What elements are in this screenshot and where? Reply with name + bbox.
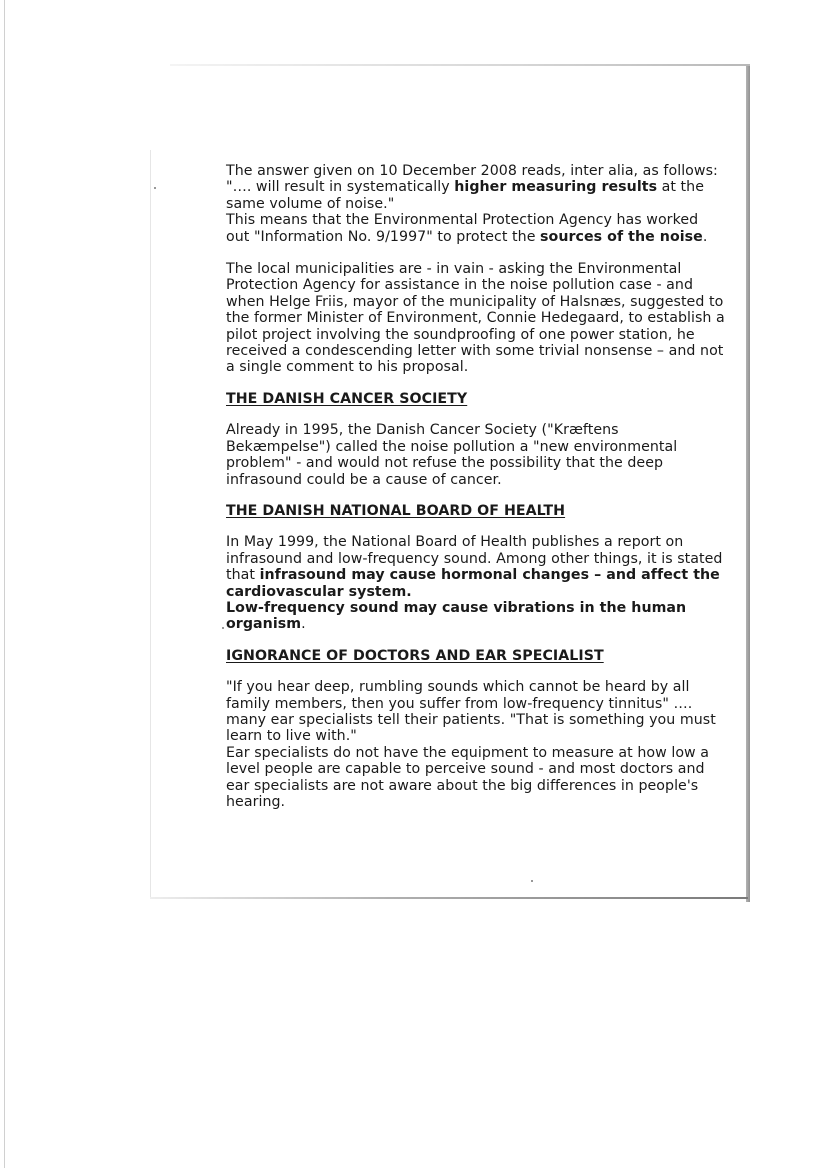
paragraph-cancer-society: Already in 1995, the Danish Cancer Society ("Kræftens Bekæmpelse") called the noise pollution a "new environmental problem" - and would not refuse the possibility that the deep infrasound could be a cause of cancer. xyxy=(226,422,678,488)
paragraph-board-of-health xyxy=(226,534,726,632)
means-text: This means that the Environmental Protection Agency has worked out "Information No. 9/1997" to protect the xyxy=(226,212,699,245)
quote-end: at the same volume of noise." xyxy=(226,179,704,212)
health-text: In May 1999, the National Board of Health publishes a report on infrasound and low-frequency sound. Among other things, it is stated that xyxy=(226,534,723,584)
document-body xyxy=(226,163,726,810)
health-emphasis: infrasound may cause hormonal changes – and affect the cardiovascular system. xyxy=(226,567,720,600)
scan-speck xyxy=(154,187,156,189)
health-period: . xyxy=(301,616,306,633)
scan-speck xyxy=(222,627,224,629)
scan-speck xyxy=(531,880,533,882)
heading-board-of-health: THE DANISH NATIONAL BOARD OF HEALTH xyxy=(226,502,566,519)
doctors-text: Ear specialists do not have the equipment to measure at how low a level people are capable to perceive sound - and most doctors and ear specialists are not aware about the big differences in people's hearing. xyxy=(226,744,710,810)
paragraph-municipalities: The local municipalities are - in vain - asking the Environmental Protection Agency for assistance in the noise pollution case - and when Helge Friis, mayor of the municipality of Halsnæs, suggested to the former Minister of Environment, Connie Hedegaard, to establish a pilot project involving the soundproofing of one power station, he received a condescending letter with some trivial nonsense – and not a single comment to his proposal. xyxy=(226,261,725,376)
health-emphasis-2: Low-frequency sound may cause vibrations in the human organism xyxy=(226,599,687,633)
heading-cancer-society: THE DANISH CANCER SOCIETY xyxy=(226,390,468,407)
page-left-edge xyxy=(4,0,5,1168)
paper-left-edge xyxy=(150,150,151,898)
quote-start: "…. will result in systematically xyxy=(226,179,455,196)
means-period: . xyxy=(702,228,708,245)
quote-emphasis: higher measuring results xyxy=(454,179,658,196)
means-emphasis: sources of the noise xyxy=(540,228,703,245)
doctors-quote: "If you hear deep, rumbling sounds which cannot be heard by all family members, then you suffer from low-frequency tinnitus" …. many ear specialists tell their patients. "That is something you must learn to live with." xyxy=(226,679,716,745)
answer-intro: The answer given on 10 December 2008 reads, inter alia, as follows: xyxy=(226,163,718,179)
paper-top-edge xyxy=(170,64,750,66)
paper-right-edge xyxy=(746,66,750,902)
paragraph-doctors xyxy=(226,679,726,810)
paragraph-answer xyxy=(226,163,726,245)
paper-bottom-edge xyxy=(150,897,748,899)
heading-doctors: IGNORANCE OF DOCTORS AND EAR SPECIALIST xyxy=(226,647,604,664)
